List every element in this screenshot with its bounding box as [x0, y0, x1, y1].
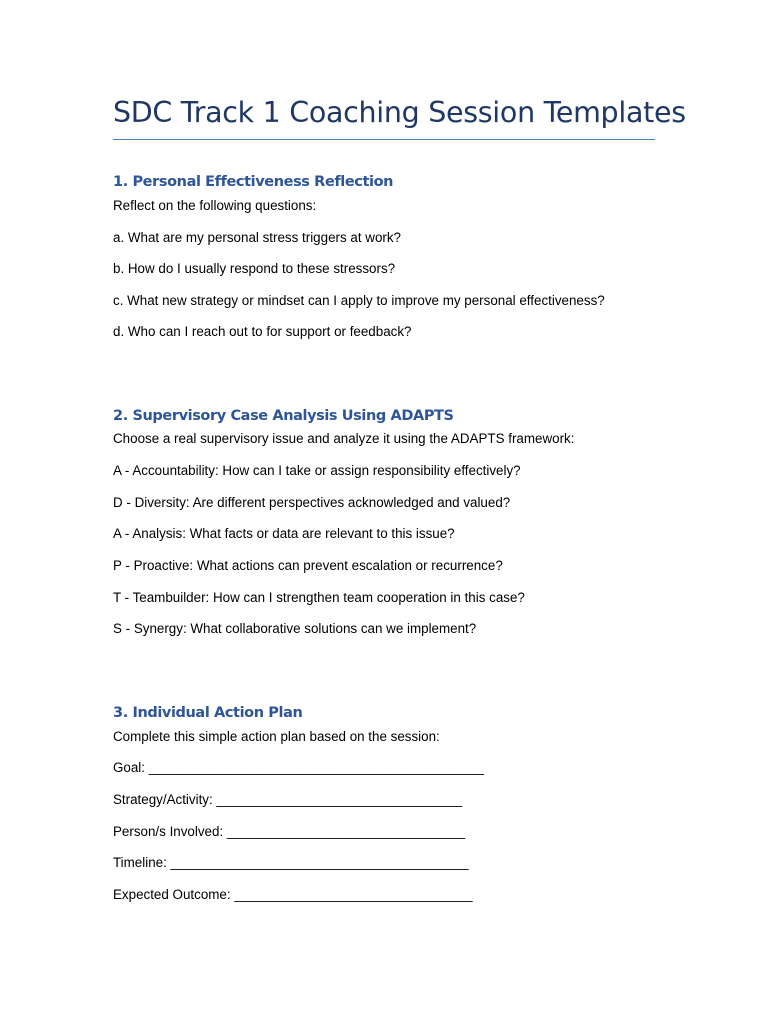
adapts-item: T - Teambuilder: How can I strengthen team cooperation in this case? [113, 590, 525, 605]
action-plan-field-goal: Goal: _____________________________________________ [113, 760, 484, 775]
action-plan-field-strategy: Strategy/Activity: _________________________________ [113, 792, 463, 807]
adapts-item: S - Synergy: What collaborative solutions can we implement? [113, 621, 477, 636]
question-item: b. How do I usually respond to these stressors? [113, 261, 396, 276]
section-heading-action-plan: 3. Individual Action Plan [113, 705, 303, 721]
section-intro: Complete this simple action plan based on the session: [113, 729, 440, 744]
adapts-item: A - Accountability: How can I take or assign responsibility effectively? [113, 463, 521, 478]
question-item: c. What new strategy or mindset can I apply to improve my personal effectiveness? [113, 293, 605, 308]
title-underline [113, 139, 655, 140]
section-heading-personal-effectiveness: 1. Personal Effectiveness Reflection [113, 174, 394, 190]
section-heading-adapts-analysis: 2. Supervisory Case Analysis Using ADAPTS [113, 408, 454, 424]
section-intro: Reflect on the following questions: [113, 198, 317, 213]
question-item: a. What are my personal stress triggers at work? [113, 230, 402, 245]
action-plan-field-persons: Person/s Involved: ________________________________ [113, 824, 466, 839]
document-title: SDC Track 1 Coaching Session Templates [113, 96, 686, 129]
adapts-item: P - Proactive: What actions can prevent escalation or recurrence? [113, 558, 503, 573]
action-plan-field-timeline: Timeline: ________________________________________ [113, 855, 469, 870]
adapts-item: D - Diversity: Are different perspectives acknowledged and valued? [113, 495, 511, 510]
section-intro: Choose a real supervisory issue and analyze it using the ADAPTS framework: [113, 431, 575, 446]
adapts-item: A - Analysis: What facts or data are relevant to this issue? [113, 526, 455, 541]
action-plan-field-outcome: Expected Outcome: ________________________________ [113, 887, 473, 902]
question-item: d. Who can I reach out to for support or feedback? [113, 324, 412, 339]
